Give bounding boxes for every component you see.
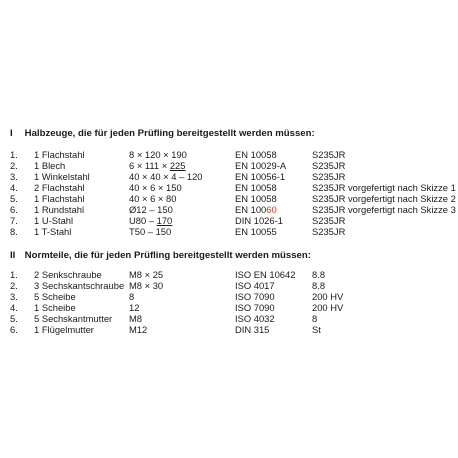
row-item: 1 Rundstahl [34,204,85,215]
row-standard: DIN 315 [235,324,270,335]
row-item: 5 Scheibe [34,291,76,302]
row-position: 6. [10,204,18,215]
section-2-heading [10,250,311,261]
table-row [10,226,450,237]
table-row [10,302,450,313]
row-dimension [129,160,186,171]
row-material: S235JR [312,226,346,237]
row-standard: EN 10058 [235,149,277,160]
section-2-number: II [10,250,16,261]
row-dimension-part: U80 – [129,215,157,226]
row-position: 1. [10,269,18,280]
section-2-title: Normteile, die für jeden Prüfling bereitgestellt werden müssen: [24,250,311,261]
row-item: 1 Flügelmutter [34,324,94,335]
row-material: 200 HV [312,302,344,313]
table-row [10,160,450,171]
row-material: S235JR [312,171,346,182]
row-dimension: T50 – 150 [129,226,172,237]
row-dimension: 8 [129,291,135,302]
row-dimension: 8 × 120 × 190 [129,149,187,160]
row-item: 1 Winkelstahl [34,171,90,182]
table-row [10,280,450,291]
row-dimension: 40 × 6 × 150 [129,182,182,193]
table-row [10,171,450,182]
section-1-heading [10,128,315,139]
row-item: 1 Flachstahl [34,193,85,204]
table-row [10,313,450,324]
row-position: 3. [10,171,18,182]
row-item: 1 Scheibe [34,302,76,313]
row-dimension: M12 [129,324,148,335]
row-position: 4. [10,182,18,193]
row-position: 6. [10,324,18,335]
row-standard [235,204,277,215]
row-material: 8 [312,313,318,324]
row-dimension-part: 6 × 111 × [129,160,170,171]
row-position: 5. [10,313,18,324]
normteile-table [10,269,450,335]
row-standard: EN 10058 [235,193,277,204]
row-material: S235JR vorgefertigt nach Skizze 3 [312,204,456,215]
row-item: 5 Sechskantmutter [34,313,113,324]
row-standard: ISO 4032 [235,313,275,324]
row-material: 8.8 [312,280,326,291]
section-1-number: I [10,128,13,139]
row-item: 1 Flachstahl [34,149,85,160]
row-material: 200 HV [312,291,344,302]
row-item: 3 Sechskantschraube [34,280,125,291]
table-row [10,204,456,215]
row-position: 4. [10,302,18,313]
row-position: 2. [10,160,18,171]
row-material: S235JR [312,160,346,171]
row-position: 8. [10,226,18,237]
row-item: 1 U-Stahl [34,215,74,226]
row-standard: ISO 7090 [235,302,275,313]
row-item: 1 T-Stahl [34,226,72,237]
table-row [10,182,456,193]
row-standard: EN 10058 [235,182,277,193]
table-row [10,324,450,335]
row-standard: ISO 7090 [235,291,275,302]
section-1-title: Halbzeuge, die für jeden Prüfling bereitgestellt werden müssen: [24,128,315,139]
table-row [10,193,456,204]
row-dimension: M8 × 30 [129,280,164,291]
row-item: 2 Flachstahl [34,182,85,193]
row-standard: EN 10029-A [235,160,287,171]
row-dimension [129,215,172,226]
row-position: 3. [10,291,18,302]
table-row [10,291,450,302]
row-material: 8.8 [312,269,326,280]
row-position: 5. [10,193,18,204]
row-material: St [312,324,321,335]
row-standard: ISO EN 10642 [235,269,296,280]
table-row [10,269,450,280]
row-standard: EN 10055 [235,226,277,237]
row-dimension: M8 × 25 [129,269,164,280]
row-material: S235JR [312,149,346,160]
row-standard-highlight: 60 [266,204,277,215]
row-dimension-underlined: 170 [156,215,173,226]
row-position: 1. [10,149,18,160]
row-position: 2. [10,280,18,291]
row-dimension: Ø12 – 150 [129,204,173,215]
row-dimension: 40 × 40 × 4 – 120 [129,171,203,182]
row-dimension: 40 × 6 × 80 [129,193,177,204]
row-standard: EN 10056-1 [235,171,286,182]
row-standard-part: EN 100 [235,204,267,215]
table-row [10,215,450,226]
row-position: 7. [10,215,18,226]
row-material: S235JR vorgefertigt nach Skizze 2 [312,193,456,204]
row-material: S235JR [312,215,346,226]
row-dimension: M8 [129,313,143,324]
row-item: 2 Senkschraube [34,269,102,280]
row-dimension: 12 [129,302,140,313]
row-standard: DIN 1026-1 [235,215,283,226]
row-dimension-underlined: 225 [169,160,186,171]
row-material: S235JR vorgefertigt nach Skizze 1 [312,182,456,193]
table-row [10,149,450,160]
row-item: 1 Blech [34,160,66,171]
row-standard: ISO 4017 [235,280,275,291]
halbzeuge-table [10,149,456,237]
